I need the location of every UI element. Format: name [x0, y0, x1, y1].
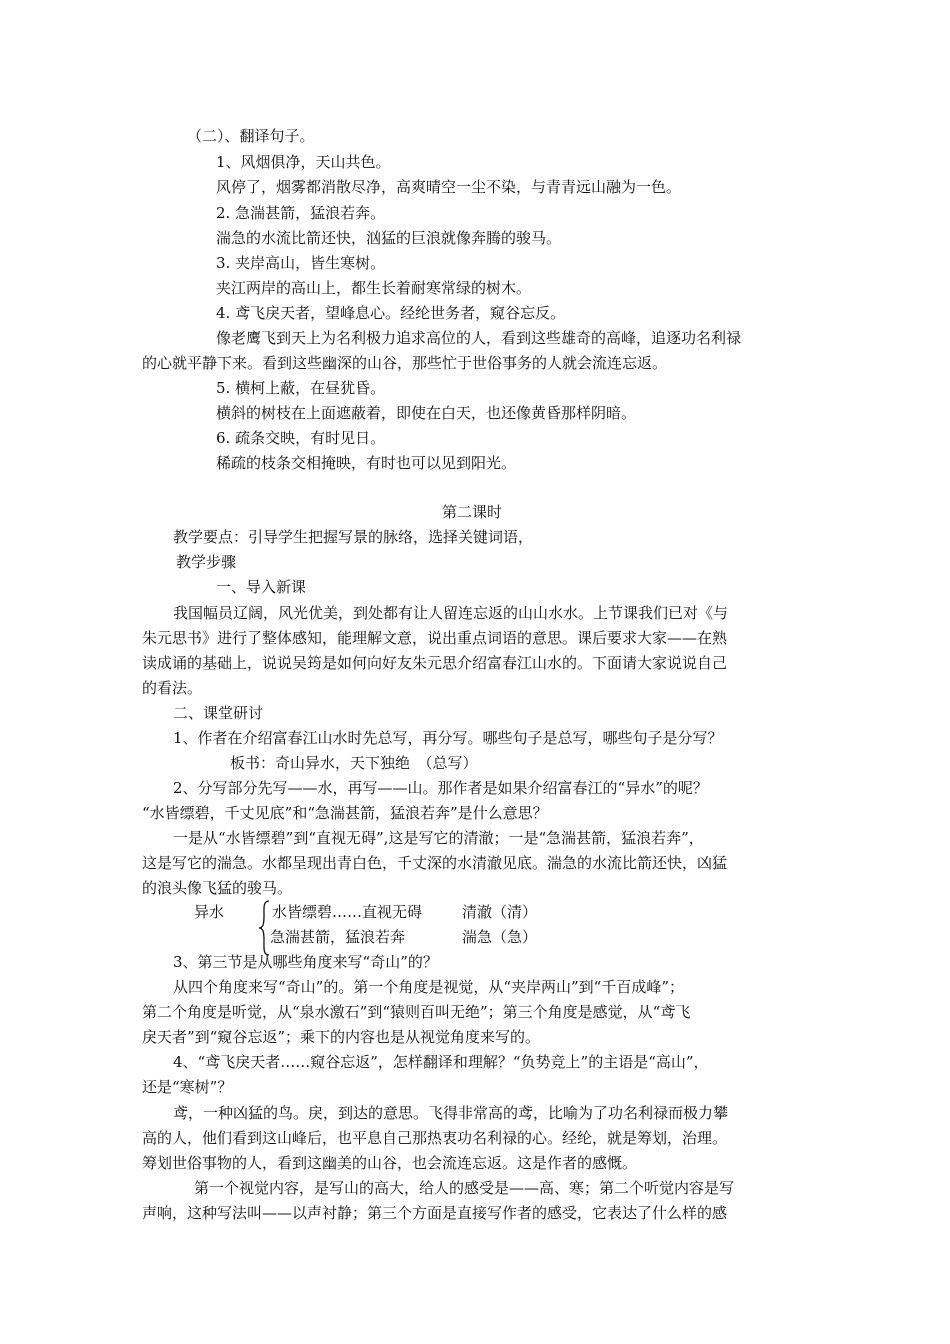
- board-note: 板书：奇山异水，天下独绝 （总写）: [230, 754, 478, 772]
- intro-line-2: 朱元思书》进行了整体感知，能理解文意，说出重点词语的意思。课后要求大家——在熟: [142, 629, 728, 647]
- sentence-3: 3. 夹岸高山，皆生寒树。: [216, 254, 386, 272]
- intro-line-4: 的看法。: [142, 679, 203, 697]
- scheme-row-1-text: 水皆缥碧……直视无碍: [272, 903, 423, 921]
- scheme-label: 异水: [194, 903, 225, 921]
- translation-6: 稀疏的枝条交相掩映，有时也可以见到阳光。: [216, 454, 517, 472]
- answer-2-line-3: 的浪头像飞猛的骏马。: [142, 879, 293, 897]
- translation-4-line-2: 的心就平静下来。看到这些幽深的山谷，那些忙于世俗事务的人就会流连忘返。: [142, 354, 668, 372]
- answer-3-line-3: 戾天者”到“窥谷忘返”；乘下的内容也是从视觉角度来写的。: [142, 1028, 541, 1046]
- translation-3: 夹江两岸的高山上，都生长着耐寒常绿的树木。: [216, 279, 532, 297]
- question-2-line-2: “水皆缥碧，千丈见底”和“急湍甚箭，猛浪若奔”是什么意思？: [142, 804, 548, 822]
- sentence-4: 4. 鸢飞戾天者，望峰息心。经纶世务者，窥谷忘反。: [216, 304, 566, 322]
- question-4-line-1: 4、“鸢飞戾天者……窥谷忘返”，怎样翻译和理解？“负势竞上”的主语是“高山”，: [173, 1053, 709, 1071]
- answer-3-line-1: 从四个角度来写“奇山”的。第一个角度是视觉，从“夹岸两山”到“千百成峰”；: [173, 978, 685, 996]
- answer-5-line-1: 第一个视觉内容，是写山的高大，给人的感受是——高、寒；第二个听觉内容是写: [194, 1179, 735, 1197]
- question-3: 3、第三节是从哪些角度来写“奇山”的？: [173, 953, 438, 971]
- scheme-row-1-note: 清澈（清）: [462, 903, 538, 921]
- key-points: 教学要点：引导学生把握写景的脉络，选择关键词语，: [173, 528, 534, 546]
- answer-3-line-2: 第二个角度是听觉，从“泉水激石”到“猿则百叫无绝”；第三个角度是感觉，从“鸢飞: [142, 1003, 691, 1021]
- part1-title: 一、导入新课: [216, 578, 307, 596]
- brace-icon: [258, 900, 270, 956]
- translation-1: 风停了，烟雾都消散尽净，高爽晴空一尘不染，与青青远山融为一色。: [216, 178, 682, 196]
- answer-5-line-2: 声响，这种写法叫——以声衬静；第三个方面是直接写作者的感受，它表达了什么样的感: [142, 1204, 728, 1222]
- answer-4-line-1: 鸢，一种凶猛的鸟。戾，到达的意思。飞得非常高的鸢，比喻为了功名利禄而极力攀: [173, 1104, 729, 1122]
- section-heading: （二）、翻译句子。: [187, 127, 315, 145]
- translation-2: 湍急的水流比箭还快，汹猛的巨浪就像奔腾的骏马。: [216, 229, 562, 247]
- translation-4-line-1: 像老鹰飞到天上为名利极力追求高位的人，看到这些雄奇的高峰，追逐功名利禄: [216, 329, 742, 347]
- sentence-2: 2. 急湍甚箭，猛浪若奔。: [216, 204, 386, 222]
- answer-2-line-2: 这是写它的湍急。水都呈现出青白色，千丈深的水清澈见底。湍急的水流比箭还快，凶猛: [142, 854, 728, 872]
- lesson-title: 第二课时: [442, 503, 503, 521]
- question-2-line-1: 2、分写部分先写——水，再写——山。那作者是如果介绍富春江的“异水”的呢？: [173, 779, 708, 797]
- intro-line-1: 我国幅员辽阔，风光优美，到处都有让人留连忘返的山山水水。上节课我们已对《与: [173, 604, 729, 622]
- sentence-1: 1、风烟俱净，天山共色。: [216, 153, 391, 171]
- question-4-line-2: 还是“寒树”？: [142, 1078, 233, 1096]
- steps-label: 教学步骤: [176, 553, 237, 571]
- answer-4-line-3: 筹划世俗事物的人，看到这幽美的山谷，也会流连忘返。这是作者的感慨。: [142, 1154, 638, 1172]
- scheme-row-2-text: 急湍甚箭，猛浪若奔: [270, 928, 406, 946]
- answer-2-line-1: 一是从“水皆缥碧”到“直视无碍”,这是写它的清澈；一是“急湍甚箭，猛浪若奔”，: [173, 829, 704, 847]
- part2-title: 二、课堂研讨: [173, 704, 264, 722]
- sentence-6: 6. 疏条交映，有时见日。: [216, 429, 386, 447]
- scheme-row-2-note: 湍急（急）: [462, 928, 538, 946]
- intro-line-3: 读成诵的基础上，说说吴筠是如何向好友朱元思介绍富春江山水的。下面请大家说说自己: [142, 654, 728, 672]
- answer-4-line-2: 高的人，他们看到这山峰后，也平息自己那热衷功名利禄的心。经纶，就是筹划，治理。: [142, 1129, 728, 1147]
- question-1: 1、作者在介绍富春江山水时先总写，再分写。哪些句子是总写，哪些句子是分写？: [173, 729, 723, 747]
- sentence-5: 5. 横柯上蔽，在昼犹昏。: [216, 379, 386, 397]
- translation-5: 横斜的树枝在上面遮蔽着，即使在白天，也还像黄昏那样阴暗。: [216, 404, 637, 422]
